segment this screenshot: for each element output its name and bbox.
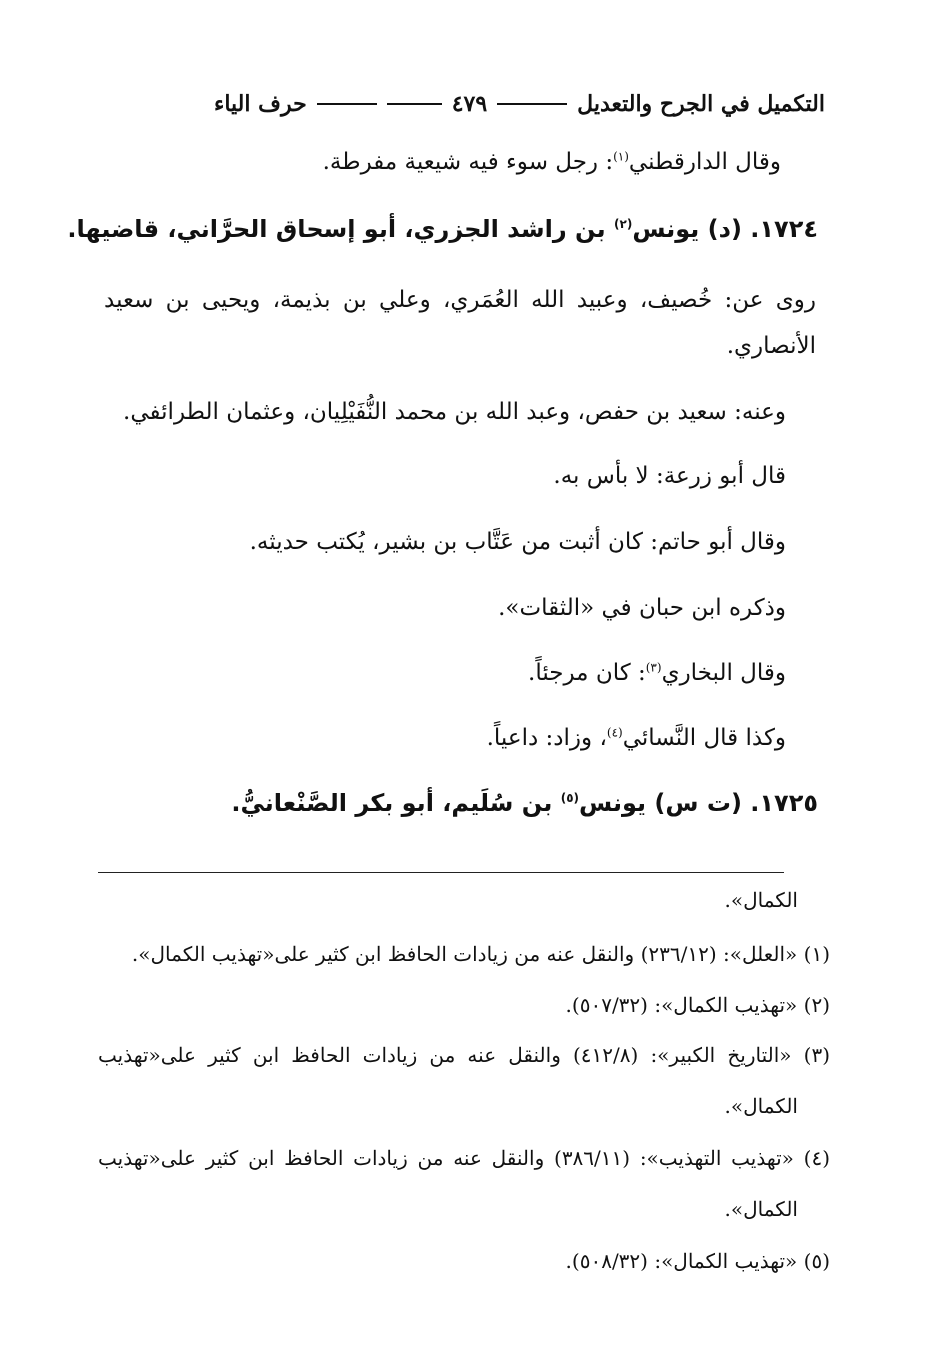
footnote-3-line2: الكمال». — [724, 1094, 798, 1118]
body-line-ibn-hibban: وذكره ابن حبان في «الثقات». — [498, 595, 786, 621]
footnote-1: (١) «العلل»: (٢٣٦/١٢) والنقل عنه من زيادات الحافظ ابن كثير على«تهذيب الكمال». — [131, 942, 830, 966]
body-line-bukhari: وقال البخاري$^{(٣)}$: كان مرجئاً. — [528, 660, 786, 686]
body-line-abu-hatim: وقال أبو حاتم: كان أثبت من عَتَّاب بن بشير، يُكتب حديثه. — [249, 529, 786, 555]
header-rule — [317, 103, 377, 105]
book-title: التكميل في الجرح والتعديل — [577, 91, 825, 117]
body-line-abu-zura: قال أبو زرعة: لا بأس به. — [553, 463, 786, 489]
entry-1724-heading: ١٧٢٤. (د) يونس$^{(٢)}$ بن راشد الجزري، أبو إسحاق الحرَّاني، قاضيها. — [67, 215, 818, 243]
entry-number: ١٧٢٥. — [750, 789, 818, 817]
entry-1725-heading: ١٧٢٥. (ت س) يونس$^{(٥)}$ بن سُلَيم، أبو بكر الصَّنْعانيُّ. — [231, 789, 818, 817]
body-line-nasai: وكذا قال النَّسائي$^{(٤)}$، وزاد: داعياً. — [486, 725, 786, 751]
footnote-carry: الكمال». — [724, 888, 798, 912]
body-line-anhu: وعنه: سعيد بن حفص، وعبد الله بن محمد النُّفَيْلِيان، وعثمان الطرائفي. — [123, 399, 786, 425]
entry-number: ١٧٢٤. — [750, 215, 818, 243]
section-title: حرف الياء — [213, 91, 307, 117]
footnote-5: (٥) «تهذيب الكمال»: (٥٠٨/٣٢). — [565, 1249, 830, 1273]
footnote-4-line1: (٤) «تهذيب التهذيب»: (٣٨٦/١١) والنقل عنه من زيادات الحافظ ابن كثير على«تهذيب — [98, 1146, 831, 1170]
header-rule — [387, 103, 442, 105]
running-header — [130, 84, 825, 124]
header-rule — [497, 103, 567, 105]
body-line-rawa-1: روى عن: خُصيف، وعبيد الله العُمَري، وعلي بن بذيمة، ويحيى بن سعيد — [104, 287, 816, 313]
page-number: ٤٧٩ — [451, 91, 488, 117]
footnote-3-line1: (٣) «التاريخ الكبير»: (٤١٢/٨) والنقل عنه من زيادات الحافظ ابن كثير على«تهذيب — [98, 1043, 830, 1067]
body-line-rawa-2: الأنصاري. — [726, 333, 816, 359]
footnote-4-line2: الكمال». — [724, 1197, 798, 1221]
body-line-daraqutni: وقال الدارقطني$^{(١)}$: رجل سوء فيه شيعية مفرطة. — [322, 149, 781, 175]
footnote-2: (٢) «تهذيب الكمال»: (٥٠٧/٣٢). — [565, 993, 830, 1017]
footnote-separator — [98, 872, 784, 873]
